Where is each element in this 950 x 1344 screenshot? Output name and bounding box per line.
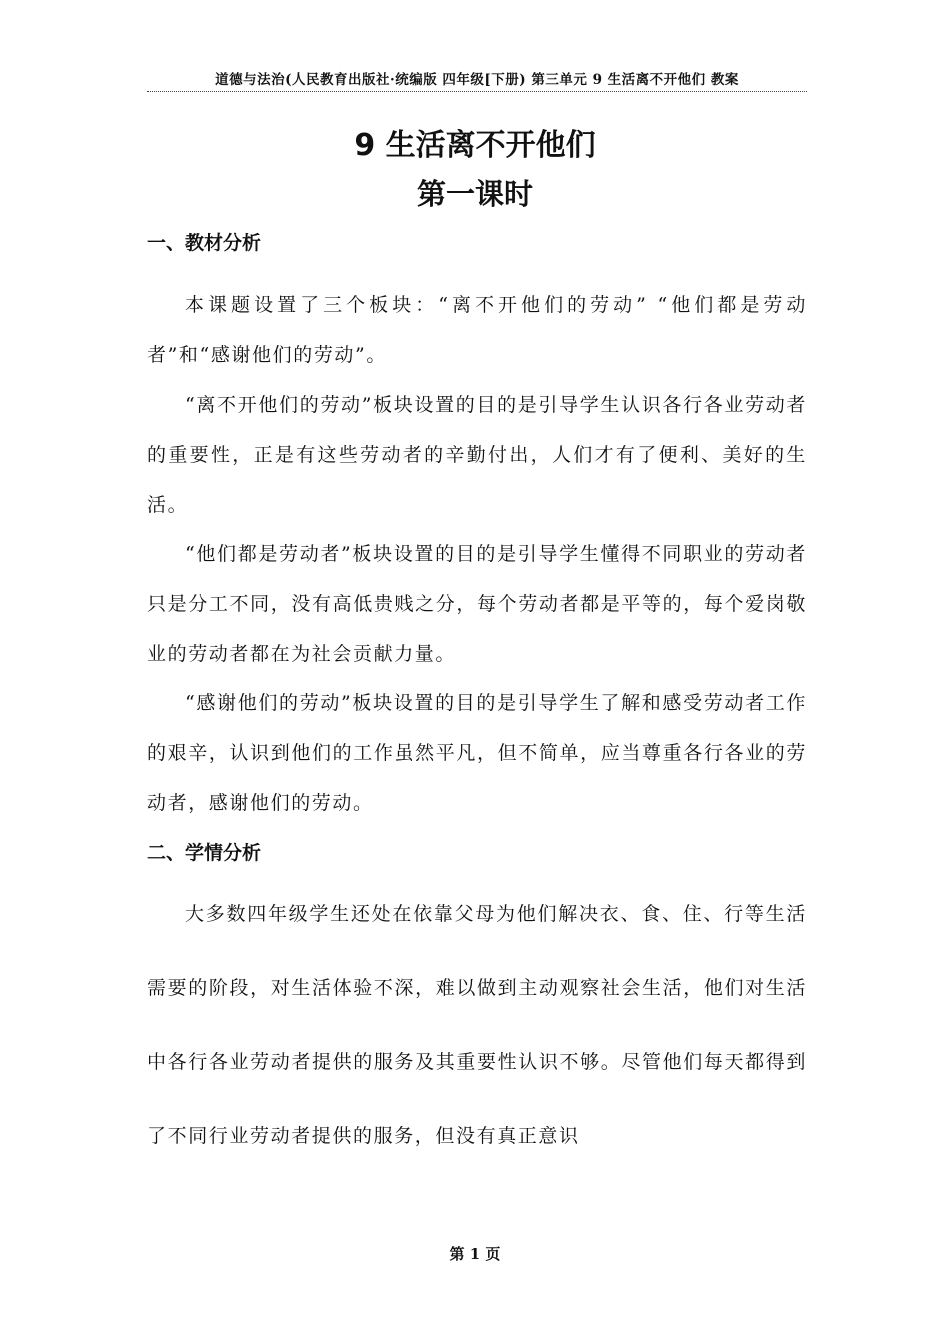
paragraph: “离不开他们的劳动”板块设置的目的是引导学生认识各行各业劳动者的重要性，正是有这些劳动者的辛勤付出，人们才有了便利、美好的生活。	[147, 394, 807, 516]
paragraph: “感谢他们的劳动”板块设置的目的是引导学生了解和感受劳动者工作的艰辛，认识到他们的工作虽然平凡，但不简单，应当尊重各行各业的劳动者，感谢他们的劳动。	[147, 692, 807, 814]
page-header: 道德与法治(人民教育出版社·统编版 四年级[下册) 第三单元 9 生活离不开他们 教案	[147, 68, 807, 92]
paragraph: “他们都是劳动者”板块设置的目的是引导学生懂得不同职业的劳动者只是分工不同，没有高低贵贱之分，每个劳动者都是平等的，每个爱岗敬业的劳动者都在为社会贡献力量。	[147, 543, 807, 665]
document-subtitle: 第一课时	[416, 177, 533, 211]
section-heading-student-analysis: 二、学情分析	[147, 842, 262, 864]
page-number: 第 1 页	[449, 1245, 501, 1263]
paragraph: 大多数四年级学生还处在依靠父母为他们解决衣、食、住、行等生活需要的阶段，对生活体验不深，难以做到主动观察社会生活，他们对生活中各行各业劳动者提供的服务及其重要性认识不够。尽管他们每天都得到了不同行业劳动者提供的服务，但没有真正意识	[147, 903, 807, 1147]
section-heading-textbook-analysis: 一、教材分析	[147, 232, 262, 254]
paragraph: 本课题设置了三个板块：“离不开他们的劳动” “他们都是劳动者”和“感谢他们的劳动”。	[147, 294, 807, 366]
document-title: 9 生活离不开他们	[354, 128, 596, 163]
